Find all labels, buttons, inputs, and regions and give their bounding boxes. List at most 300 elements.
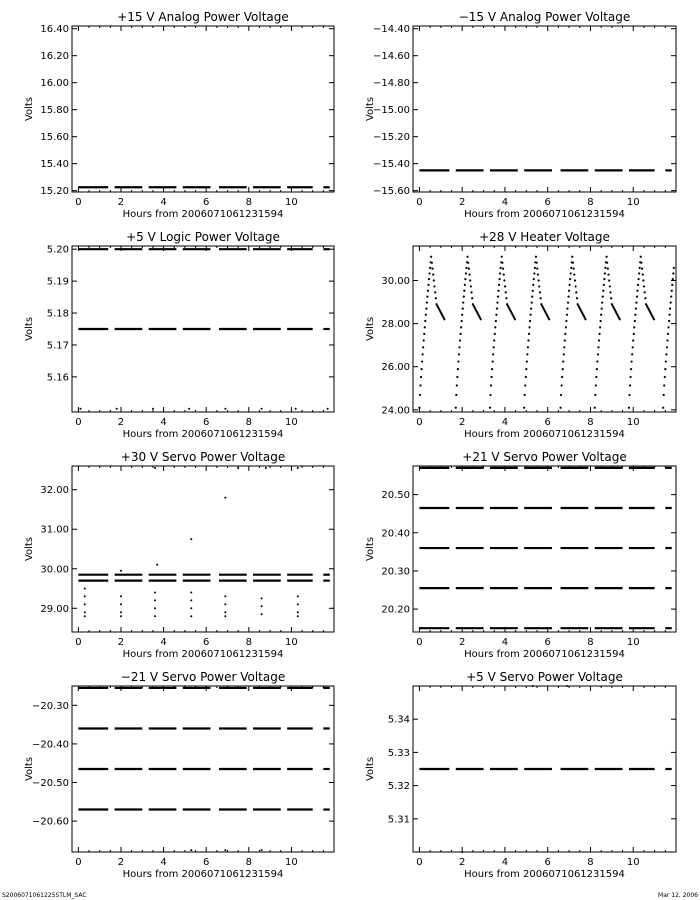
x-tick-label: 10 [626,637,640,648]
data-point [530,308,532,310]
chart-panel-8 [365,670,676,880]
data-point [539,291,541,293]
data-point [421,360,423,362]
data-point [529,320,531,322]
data-point [531,296,533,298]
data-point [428,272,430,274]
data-point [573,268,575,270]
data-point [672,272,674,274]
data-point [297,467,299,469]
x-tick-label: 4 [160,197,167,208]
y-tick-label: 5.31 [387,814,410,826]
data-point [604,272,606,274]
data-point [424,326,426,328]
y-tick-label: 5.20 [46,244,69,256]
data-point [465,267,467,269]
data-point [188,408,190,410]
data-point [431,262,433,264]
data-point [494,326,496,328]
y-tick-label: 20.30 [381,566,410,578]
data-point [668,314,670,316]
x-tick-label: 8 [245,197,252,208]
data-point [490,376,492,378]
y-axis-label: Volts [24,756,35,782]
data-point [466,256,468,258]
data-point [455,407,457,409]
x-tick-label: 4 [501,857,509,868]
data-point [533,272,535,274]
data-point [469,279,471,281]
data-point [456,376,458,378]
y-tick-label: −15.20 [372,132,410,144]
data-point [490,384,492,386]
y-axis-label: Volts [24,536,35,562]
data-point [561,376,563,378]
data-point [644,291,646,293]
data-point [635,308,637,310]
data-point [120,615,122,617]
data-point [224,595,226,597]
plot-frame [413,246,676,412]
data-point [463,296,465,298]
data-point [80,408,82,410]
plot-frame [413,26,676,192]
data-point [536,268,538,270]
data-point [527,339,529,341]
data-point [190,538,192,540]
data-point [667,326,669,328]
data-point [425,314,427,316]
data-point [498,284,500,286]
data-point [426,296,428,298]
data-point [635,301,637,303]
data-point [575,291,577,293]
data-point [261,597,263,599]
x-tick-label: 6 [203,637,210,648]
data-point [610,297,612,299]
data-point [84,603,86,605]
data-point [634,314,636,316]
data-point [224,603,226,605]
data-point [561,384,563,386]
chart-panel-3 [24,230,334,440]
data-point [575,285,577,287]
data-point [524,384,526,386]
data-point [574,279,576,281]
chart-title: +5 V Servo Power Voltage [466,670,623,684]
data-point [465,272,467,274]
data-point [524,394,526,396]
x-tick-label: 0 [416,417,423,428]
data-point [601,301,603,303]
y-tick-label: 5.18 [46,308,69,320]
x-axis-label: Hours from 2006071061231594 [122,869,284,880]
data-point [489,394,491,396]
data-point [641,268,643,270]
y-tick-label: −20.40 [31,739,69,751]
data-point [120,595,122,597]
data-point [457,368,459,370]
data-point [499,272,501,274]
x-tick-label: 2 [458,857,466,868]
x-tick-label: 8 [245,857,252,868]
x-tick-label: 0 [416,197,423,208]
y-tick-label: 30.00 [40,564,69,576]
y-tick-label: 30.00 [381,275,410,287]
chart-title: +30 V Servo Power Voltage [120,450,286,464]
data-point [461,320,463,322]
data-point [633,333,635,335]
data-point [597,353,599,355]
x-tick-label: 10 [626,857,640,868]
x-axis-label: Hours from 2006071061231594 [464,209,625,220]
data-point [663,384,665,386]
data-point [632,346,634,348]
x-tick-label: 4 [501,637,509,648]
data-point [563,346,565,348]
data-point [565,320,567,322]
data-point [566,685,568,687]
data-point [457,360,459,362]
data-point [426,301,428,303]
data-point [619,318,621,320]
data-point [603,284,605,286]
data-point [525,368,527,370]
data-point [600,314,602,316]
data-point [265,467,267,469]
data-point [562,368,564,370]
data-point [640,262,642,264]
data-point [237,467,239,469]
data-point [433,279,435,281]
data-point [596,368,598,370]
data-point [564,339,566,341]
data-point [637,284,639,286]
data-point [190,599,192,601]
y-tick-label: 32.00 [40,485,69,497]
data-point [224,497,226,499]
data-point [670,296,672,298]
y-axis-label: Volts [365,536,376,562]
chart-panel-6 [365,450,676,660]
x-tick-label: 6 [544,637,551,648]
data-point [607,273,609,275]
y-tick-label: −20.30 [31,700,69,712]
x-tick-label: 0 [75,197,82,208]
data-point [527,346,529,348]
data-point [598,333,600,335]
x-tick-label: 2 [117,197,125,208]
data-point [427,284,429,286]
data-point [460,326,462,328]
data-point [154,591,156,593]
data-point [425,308,427,310]
data-point [566,314,568,316]
chart-title: −21 V Servo Power Voltage [120,670,286,684]
data-point [532,685,534,687]
data-point [120,611,122,613]
data-point [631,360,633,362]
data-point [665,360,667,362]
data-point [640,256,642,258]
x-tick-label: 2 [117,637,125,648]
data-point [470,291,472,293]
y-axis-label: Volts [24,96,35,122]
x-tick-label: 2 [117,857,125,868]
data-point [432,273,434,275]
x-axis-label: Hours from 2006071061231594 [464,649,625,660]
data-point [595,376,597,378]
data-point [569,284,571,286]
data-point [459,339,461,341]
data-point [526,353,528,355]
data-point [609,285,611,287]
y-tick-label: −15.40 [372,159,410,171]
data-point [636,296,638,298]
x-tick-label: 6 [203,197,210,208]
data-point [671,284,673,286]
data-point [642,273,644,275]
data-point [644,297,646,299]
y-tick-label: 15.80 [40,105,69,117]
data-point [467,262,469,264]
chart-title: +5 V Logic Power Voltage [126,230,280,244]
data-point [599,326,601,328]
data-point [154,599,156,601]
y-axis-label: Volts [365,96,376,122]
data-point [605,256,607,258]
y-tick-label: 20.40 [381,528,410,540]
y-tick-label: 28.00 [381,319,410,331]
data-point [564,333,566,335]
data-point [468,273,470,275]
x-tick-label: 2 [458,197,466,208]
data-point [471,297,473,299]
data-point [548,318,550,320]
data-point [573,273,575,275]
x-tick-label: 0 [75,417,82,428]
data-point [567,296,569,298]
y-tick-label: 29.00 [40,603,69,615]
data-point [497,290,499,292]
data-point [501,262,503,264]
data-point [120,570,122,572]
x-axis-label: Hours from 2006071061231594 [122,429,284,440]
x-tick-label: 2 [458,417,466,428]
data-point [498,278,500,280]
chart-panel-2 [365,10,676,220]
data-point [565,326,567,328]
data-point [419,394,421,396]
y-tick-label: 26.00 [381,362,410,374]
data-point [566,308,568,310]
data-point [493,346,495,348]
data-point [492,360,494,362]
data-point [560,394,562,396]
data-point [632,339,634,341]
data-point [84,588,86,590]
data-point [601,308,603,310]
x-tick-label: 4 [501,197,509,208]
data-point [435,297,437,299]
data-point [537,273,539,275]
y-tick-label: 15.40 [40,159,69,171]
data-point [534,267,536,269]
data-point [224,408,226,410]
data-point [608,279,610,281]
data-point [297,615,299,617]
data-point [600,320,602,322]
data-point [495,314,497,316]
data-point [190,591,192,593]
y-tick-label: 15.20 [40,186,69,198]
y-tick-label: 20.20 [381,604,410,616]
data-point [562,360,564,362]
data-point [665,353,667,355]
data-point [595,384,597,386]
data-point [154,607,156,609]
data-point [536,262,538,264]
x-tick-label: 8 [245,637,252,648]
data-point [596,360,598,362]
x-tick-label: 10 [285,857,298,868]
data-point [496,308,498,310]
data-point [224,849,226,851]
data-point [420,368,422,370]
x-axis-label: Hours from 2006071061231594 [464,869,625,880]
data-point [497,296,499,298]
data-point [638,272,640,274]
data-point [261,613,263,615]
data-point [505,297,507,299]
data-point [570,272,572,274]
data-point [559,407,561,409]
data-point [584,318,586,320]
data-point [504,285,506,287]
data-point [84,595,86,597]
x-tick-label: 6 [544,857,551,868]
data-point [643,285,645,287]
data-point [628,407,630,409]
data-point [500,267,502,269]
data-point [671,290,673,292]
data-point [120,603,122,605]
data-point [428,278,430,280]
data-point [532,284,534,286]
data-point [530,314,532,316]
data-point [673,267,675,269]
data-point [668,320,670,322]
y-tick-label: 5.34 [387,714,410,726]
data-point [492,353,494,355]
data-point [533,278,535,280]
x-tick-label: 2 [458,637,466,648]
y-tick-label: 20.50 [381,490,410,502]
chart-panel-5 [24,450,334,660]
chart-title: +15 V Analog Power Voltage [117,10,289,24]
y-tick-label: 31.00 [40,524,69,536]
data-point [327,408,329,410]
data-point [459,333,461,335]
data-point [422,346,424,348]
x-tick-label: 6 [544,417,551,428]
data-point [419,384,421,386]
chart-title: −15 V Analog Power Voltage [458,10,631,24]
data-point [430,256,432,258]
data-point [480,318,482,320]
x-axis-label: Hours from 2006071061231594 [464,429,625,440]
chart-panel-7 [24,670,334,880]
data-point [295,408,297,410]
data-point [528,333,530,335]
x-tick-label: 10 [626,417,640,428]
x-tick-label: 8 [587,417,594,428]
data-point [569,278,571,280]
data-point [630,368,632,370]
data-point [602,296,604,298]
data-point [528,326,530,328]
x-tick-label: 6 [203,417,210,428]
data-point [662,407,664,409]
data-point [629,384,631,386]
y-tick-label: 24.00 [381,405,410,417]
plot-frame [72,466,334,632]
data-point [576,297,578,299]
data-point [443,318,445,320]
data-point [261,408,263,410]
data-point [502,268,504,270]
y-tick-label: 5.33 [387,747,410,759]
data-point [297,603,299,605]
data-point [636,290,638,292]
data-point [637,278,639,280]
data-point [464,278,466,280]
y-tick-label: 15.60 [40,132,69,144]
data-point [463,290,465,292]
data-point [598,339,600,341]
x-tick-label: 4 [160,637,167,648]
data-point [571,256,573,258]
x-tick-label: 0 [75,637,82,648]
data-point [639,267,641,269]
data-point [570,267,572,269]
data-point [664,368,666,370]
data-point [603,278,605,280]
x-tick-label: 4 [501,417,509,428]
x-tick-label: 8 [587,637,594,648]
data-point [505,291,507,293]
y-axis-label: Volts [365,756,376,782]
data-point [594,394,596,396]
data-point [422,353,424,355]
data-point [84,611,86,613]
data-point [653,318,655,320]
data-point [525,376,527,378]
x-tick-label: 10 [285,637,298,648]
data-point [672,278,674,280]
data-point [634,320,636,322]
data-point [464,284,466,286]
data-point [607,268,609,270]
data-point [535,256,537,258]
y-tick-label: 16.20 [40,51,69,63]
data-point [456,384,458,386]
y-tick-label: −14.40 [372,24,410,36]
data-point [628,394,630,396]
data-point [501,256,503,258]
data-point [458,353,460,355]
data-point [663,394,665,396]
